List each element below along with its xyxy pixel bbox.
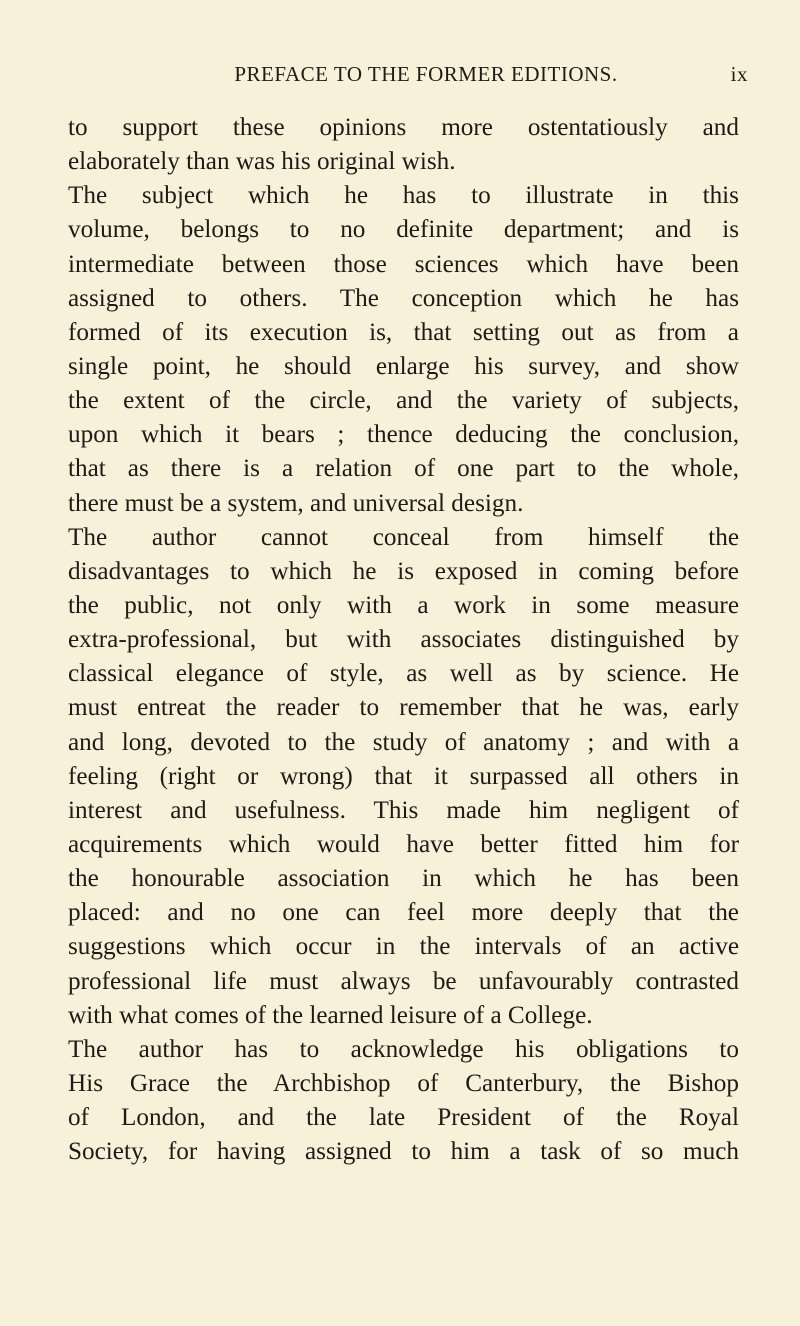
text-line: there must be a system, and universal design. (68, 489, 524, 517)
text-line: and long, devoted to the study of anatomy ; and with a (68, 728, 739, 756)
text-line: suggestions which occur in the intervals of an active (68, 933, 739, 961)
text-line: His Grace the Archbishop of Canterbury, the Bishop (68, 1069, 739, 1097)
text-line: intermediate between those sciences which have been (68, 250, 739, 278)
text-line: acquirements which would have better fitted him for (68, 830, 739, 858)
text-line: professional life must always be unfavourably contrasted (68, 967, 739, 995)
text-line: The author has to acknowledge his obligations to (68, 1035, 739, 1063)
text-line: disadvantages to which he is exposed in coming before (68, 557, 739, 585)
text-line: formed of its execution is, that setting out as from a (68, 318, 739, 346)
text-line: must entreat the reader to remember that he was, early (68, 694, 739, 722)
text-line: feeling (right or wrong) that it surpassed all others in (68, 762, 739, 790)
text-line: extra-professional, but with associates distinguished by (68, 626, 739, 654)
page-number: ix (730, 62, 748, 86)
text-line: The subject which he has to illustrate in this (68, 182, 739, 210)
text-line: with what comes of the learned leisure of a College. (68, 1001, 593, 1029)
text-line: The author cannot conceal from himself the (68, 523, 739, 551)
text-line: assigned to others. The conception which he has (68, 284, 739, 312)
text-line: to support these opinions more ostentatiously and (68, 114, 739, 141)
text-line: of London, and the late President of the Royal (68, 1104, 739, 1132)
running-title: PREFACE TO THE FORMER EDITIONS. (234, 62, 618, 86)
text-line: the honourable association in which he has been (68, 865, 739, 893)
text-line: that as there is a relation of one part to the whole, (68, 455, 739, 483)
text-line: upon which it bears ; thence deducing the conclusion, (68, 421, 739, 449)
text-line: volume, belongs to no definite department; and is (68, 216, 739, 244)
running-header (68, 62, 748, 92)
text-line: interest and usefulness. This made him negligent of (68, 796, 739, 824)
text-line: single point, he should enlarge his survey, and show (68, 352, 739, 380)
text-line: the extent of the circle, and the variety of subjects, (68, 387, 739, 415)
body-text (68, 111, 739, 1169)
text-line: Society, for having assigned to him a task of so much (68, 1138, 739, 1166)
text-line: elaborately than was his original wish. (68, 148, 456, 176)
text-line: placed: and no one can feel more deeply that the (68, 899, 739, 927)
text-line: the public, not only with a work in some measure (68, 591, 739, 619)
text-line: classical elegance of style, as well as by science. He (68, 660, 739, 688)
